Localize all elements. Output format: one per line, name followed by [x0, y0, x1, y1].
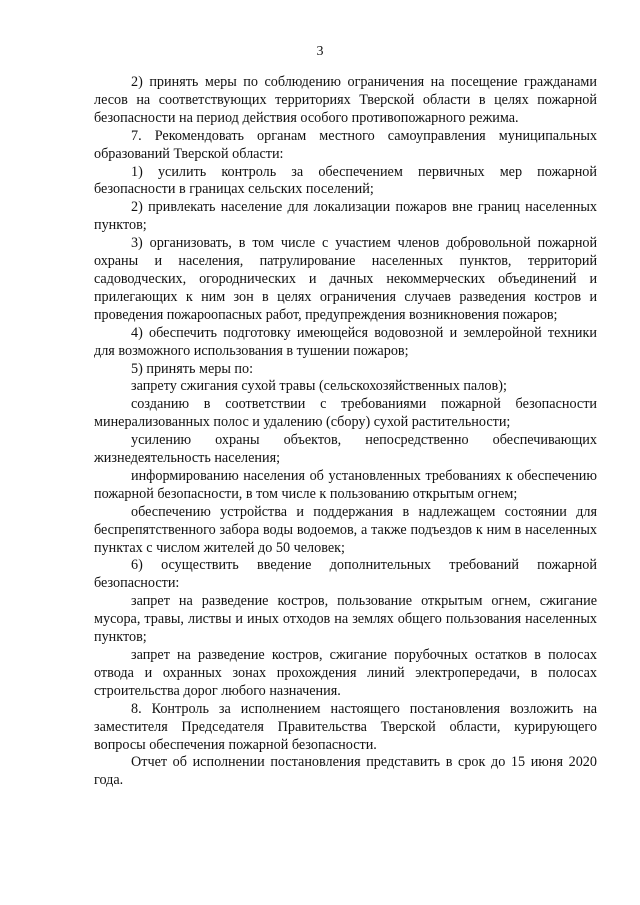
paragraph-7-item-6: 6) осуществить введение дополнительных требований пожарной безопасности:: [94, 557, 597, 592]
paragraph-7-item-4: 4) обеспечить подготовку имеющейся водовозной и землеройной техники для возможного использования в тушении пожаров;: [94, 324, 597, 359]
paragraph-7-item-5-sub-3: усилению охраны объектов, непосредственно обеспечивающих жизнедеятельность населения;: [94, 432, 597, 467]
paragraph-7-item-5-sub-4: информированию населения об установленных требованиях к обеспечению пожарной безопасности, в том числе к пользованию открытым огнем;: [94, 467, 597, 502]
paragraph-section-7: 7. Рекомендовать органам местного самоуправления муниципальных образований Тверской области:: [94, 127, 597, 162]
paragraph-7-item-5: 5) принять меры по:: [131, 360, 254, 377]
paragraph-report-deadline: Отчет об исполнении постановления представить в срок до 15 июня 2020 года.: [94, 754, 597, 789]
paragraph-7-item-5-sub-1: запрету сжигания сухой травы (сельскохозяйственных палов);: [131, 378, 507, 395]
paragraph-7-item-5-sub-5: обеспечению устройства и поддержания в надлежащем состоянии для беспрепятственного забора воды водоемов, а также подъездов к ним в населенных пунктах с числом жителей до 50 человек;: [94, 503, 597, 556]
paragraph-7-item-1: 1) усилить контроль за обеспечением первичных мер пожарной безопасности в границах сельских поселений;: [94, 163, 597, 198]
paragraph-7-item-2: 2) привлекать население для локализации пожаров вне границ населенных пунктов;: [94, 199, 597, 234]
paragraph-7-item-3: 3) организовать, в том числе с участием членов добровольной пожарной охраны и населения, патрулирование населенных пунктов, территорий садоводческих, огороднических и дачных некоммерческих объединений и прилегающих к ним зон в целях ограничения случаев разведения костров и проведения пожароопасных работ, предупреждения возникновения пожаров;: [94, 235, 597, 323]
paragraph-7-item-6-sub-2: запрет на разведение костров, сжигание порубочных остатков в полосах отвода и охранных зонах прохождения линий электропередачи, в полосах строительства дорог любого назначения.: [94, 647, 597, 699]
document-body: [94, 74, 597, 790]
paragraph-item-2-restrict-forest-visits: 2) принять меры по соблюдению ограничения на посещение гражданами лесов на соответствующих территориях Тверской области в целях пожарной безопасности на период действия особого противопожарного режима.: [94, 74, 597, 126]
paragraph-7-item-5-sub-2: созданию в соответствии с требованиями пожарной безопасности минерализованных полос и удалению (сбору) сухой растительности;: [94, 396, 597, 431]
page-number: 3: [316, 44, 324, 59]
paragraph-7-item-6-sub-1: запрет на разведение костров, пользование открытым огнем, сжигание мусора, травы, листвы и иных отходов на землях общего пользования населенных пунктов;: [94, 593, 597, 646]
paragraph-section-8: 8. Контроль за исполнением настоящего постановления возложить на заместителя Председателя Правительства Тверской области, курирующего вопросы обеспечения пожарной безопасности.: [94, 700, 597, 753]
